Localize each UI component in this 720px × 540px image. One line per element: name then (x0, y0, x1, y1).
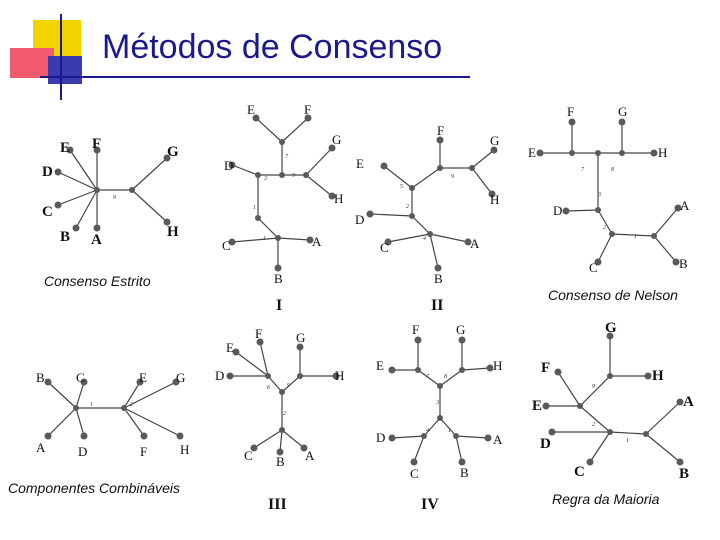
svg-text:H: H (658, 145, 668, 160)
svg-text:B: B (434, 271, 443, 286)
svg-text:3: 3 (598, 192, 601, 198)
svg-text:B: B (679, 256, 688, 271)
svg-text:A: A (680, 198, 690, 213)
svg-text:C: C (574, 464, 585, 480)
svg-text:1: 1 (634, 234, 637, 240)
svg-text:H: H (180, 442, 190, 457)
tree-1-label: I (276, 297, 283, 314)
svg-text:F: F (437, 123, 445, 138)
svg-text:C: C (410, 466, 419, 481)
svg-text:B: B (460, 465, 469, 480)
svg-text:A: A (305, 448, 315, 463)
svg-text:A: A (493, 432, 503, 447)
svg-text:G: G (176, 370, 186, 385)
tree-4 (376, 322, 503, 481)
svg-text:6: 6 (267, 385, 270, 391)
tree-majority-rule (532, 320, 694, 482)
svg-text:D: D (355, 212, 365, 227)
svg-text:1: 1 (263, 236, 266, 242)
svg-text:7: 7 (581, 167, 584, 173)
svg-text:F: F (567, 104, 575, 119)
svg-text:B: B (679, 466, 690, 482)
svg-text:A: A (312, 234, 322, 249)
svg-text:G: G (490, 133, 500, 148)
svg-text:9: 9 (113, 195, 116, 201)
svg-text:8: 8 (444, 374, 447, 380)
svg-text:G: G (456, 322, 466, 337)
svg-text:H: H (334, 191, 344, 206)
svg-text:2: 2 (130, 402, 133, 408)
svg-text:D: D (215, 368, 225, 383)
svg-text:G: G (332, 132, 342, 147)
svg-text:3: 3 (264, 176, 267, 182)
svg-text:E: E (60, 140, 71, 156)
svg-text:2: 2 (592, 422, 595, 428)
svg-text:9: 9 (592, 384, 595, 390)
svg-text:F: F (541, 360, 551, 376)
svg-text:4: 4 (423, 236, 426, 242)
svg-text:C: C (76, 370, 85, 385)
svg-text:F: F (140, 444, 148, 459)
svg-text:C: C (244, 448, 253, 463)
page-title: Métodos de Consenso (102, 28, 443, 66)
svg-text:F: F (92, 136, 102, 152)
tree-2-label: II (431, 297, 444, 314)
svg-text:E: E (139, 370, 147, 385)
svg-text:1: 1 (90, 402, 93, 408)
svg-text:C: C (589, 260, 598, 275)
svg-text:H: H (493, 358, 503, 373)
svg-text:G: G (605, 320, 617, 336)
svg-text:C: C (222, 238, 231, 253)
svg-text:2: 2 (603, 225, 606, 231)
svg-text:B: B (274, 271, 283, 286)
tree-strict-consensus (42, 136, 179, 248)
svg-text:4: 4 (426, 428, 429, 434)
svg-text:3: 3 (436, 400, 439, 406)
svg-text:B: B (276, 454, 285, 469)
svg-text:E: E (247, 102, 255, 117)
svg-text:9: 9 (287, 383, 290, 389)
svg-text:9: 9 (451, 174, 454, 180)
svg-text:E: E (532, 398, 543, 414)
svg-text:5: 5 (400, 184, 403, 190)
svg-text:7: 7 (285, 154, 288, 160)
tree-4-label: IV (421, 496, 439, 513)
svg-text:D: D (540, 436, 551, 452)
svg-text:1: 1 (448, 428, 451, 434)
svg-text:H: H (335, 368, 345, 383)
svg-text:D: D (42, 164, 53, 180)
svg-text:9: 9 (292, 173, 295, 179)
svg-text:H: H (652, 368, 664, 384)
svg-text:C: C (380, 240, 389, 255)
svg-text:G: G (296, 330, 306, 345)
svg-text:2: 2 (406, 204, 409, 210)
svg-text:C: C (42, 204, 53, 220)
svg-text:H: H (167, 224, 179, 240)
svg-text:G: G (167, 144, 179, 160)
tree-1 (222, 102, 343, 286)
svg-text:B: B (60, 229, 71, 245)
svg-text:2: 2 (283, 411, 286, 417)
svg-text:A: A (470, 236, 480, 251)
svg-text:G: G (618, 104, 628, 119)
svg-text:D: D (553, 203, 563, 218)
tree-combinable-components (36, 370, 189, 459)
svg-text:E: E (376, 358, 384, 373)
svg-text:D: D (78, 444, 88, 459)
svg-text:H: H (490, 192, 500, 207)
svg-text:E: E (356, 156, 364, 171)
svg-text:E: E (226, 340, 234, 355)
svg-text:B: B (36, 370, 45, 385)
svg-text:A: A (91, 232, 102, 248)
tree-nelson-consensus (528, 104, 690, 275)
svg-text:1: 1 (253, 205, 256, 211)
svg-text:F: F (255, 326, 263, 341)
caption-nelson-consensus: Consenso de Nelson (548, 287, 678, 303)
tree-3-label: III (268, 496, 287, 513)
svg-text:A: A (683, 394, 694, 410)
svg-text:F: F (304, 102, 312, 117)
caption-combinable-components: Componentes Combináveis (8, 480, 180, 496)
tree-2 (355, 123, 499, 286)
svg-text:F: F (412, 322, 420, 337)
svg-text:7: 7 (426, 374, 429, 380)
svg-text:E: E (528, 145, 536, 160)
caption-strict-consensus: Consenso Estrito (44, 273, 151, 289)
svg-text:D: D (376, 430, 386, 445)
svg-text:8: 8 (611, 167, 614, 173)
svg-text:1: 1 (626, 438, 629, 444)
caption-majority-rule: Regra da Maioria (552, 491, 660, 507)
svg-text:A: A (36, 440, 46, 455)
tree-3 (215, 326, 344, 469)
svg-text:D: D (224, 158, 234, 173)
